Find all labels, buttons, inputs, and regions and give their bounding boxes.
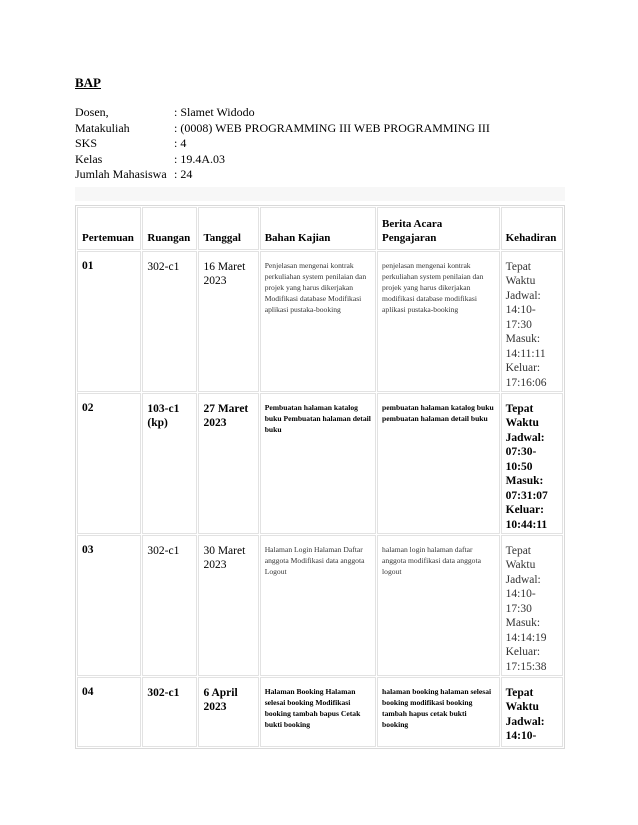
- cell-pertemuan: 01: [77, 251, 141, 392]
- cell-kehadiran: Tepat Waktu Jadwal: 14:10-: [501, 677, 563, 747]
- cell-bahan-kajian: Pembuatan halaman katalog buku Pembuatan halaman detail buku: [260, 393, 376, 534]
- table-row: [77, 393, 563, 534]
- cell-ruangan: 302-c1: [142, 535, 197, 676]
- header-pertemuan: Pertemuan: [77, 207, 141, 250]
- table-row: [77, 535, 563, 676]
- cell-tanggal: 27 Maret 2023: [198, 393, 258, 534]
- cell-pertemuan: 03: [77, 535, 141, 676]
- cell-ruangan: 302-c1: [142, 677, 197, 747]
- header-kehadiran: Kehadiran: [501, 207, 563, 250]
- info-row-jumlah-mahasiswa: [75, 167, 565, 183]
- table-header-row: [77, 207, 563, 250]
- attendance-table: [75, 205, 565, 749]
- cell-ruangan: 302-c1: [142, 251, 197, 392]
- info-value: : 19.4A.03: [174, 151, 225, 166]
- divider-band: [75, 187, 565, 201]
- info-row-matakuliah: [75, 121, 565, 137]
- cell-tanggal: 30 Maret 2023: [198, 535, 258, 676]
- table-row: [77, 251, 563, 392]
- header-berita-acara: Berita Acara Pengajaran: [377, 207, 500, 250]
- cell-pertemuan: 04: [77, 677, 141, 747]
- cell-berita-acara: halaman booking halaman selesai booking modifikasi booking tambah hapus cetak bukti booking: [377, 677, 500, 747]
- info-value: : (0008) WEB PROGRAMMING III WEB PROGRAMMING III: [174, 120, 490, 135]
- info-label: Kelas: [75, 151, 103, 166]
- cell-kehadiran: Tepat Waktu Jadwal: 14:10-17:30 Masuk: 14:14:19 Keluar: 17:15:38: [501, 535, 563, 676]
- info-row-sks: [75, 136, 565, 152]
- document-title: BAP: [75, 75, 101, 90]
- info-label: SKS: [75, 136, 98, 150]
- cell-bahan-kajian: Halaman Booking Halaman selesai booking Modifikasi booking tambah bapus Cetak bukti booking: [260, 677, 376, 747]
- info-value: : Slamet Widodo: [174, 105, 255, 119]
- cell-kehadiran: Tepat Waktu Jadwal: 14:10-17:30 Masuk: 14:11:11 Keluar: 17:16:06: [501, 251, 563, 392]
- info-label: Jumlah Mahasiswa: [75, 167, 167, 181]
- cell-berita-acara: pembuatan halaman katalog buku pembuatan halaman detail buku: [377, 393, 500, 534]
- header-bahan-kajian: Bahan Kajian: [260, 207, 376, 250]
- cell-tanggal: 16 Maret 2023: [198, 251, 258, 392]
- cell-berita-acara: penjelasan mengenai kontrak perkuliahan system penilaian dan projek yang harus dikerjakan modifikasi database modifikasi aplikasi pustaka-booking: [377, 251, 500, 392]
- info-row-dosen: [75, 105, 565, 121]
- bap-document: [75, 75, 565, 749]
- info-row-kelas: [75, 152, 565, 168]
- cell-bahan-kajian: Penjelasan mengenai kontrak perkuliahan system penilaian dan projek yang harus dikerjakan Modifikasi database Modifikasi aplikasi pustaka-booking: [260, 251, 376, 392]
- info-value: : 4: [174, 136, 187, 150]
- cell-ruangan: 103-c1 (kp): [142, 393, 197, 534]
- cell-kehadiran: Tepat Waktu Jadwal: 07:30-10:50 Masuk: 07:31:07 Keluar: 10:44:11: [501, 393, 563, 534]
- header-ruangan: Ruangan: [142, 207, 197, 250]
- info-label: Dosen,: [75, 105, 109, 119]
- header-tanggal: Tanggal: [198, 207, 258, 250]
- table-row: [77, 677, 563, 747]
- cell-bahan-kajian: Halaman Login Halaman Daftar anggota Modifikasi data anggota Logout: [260, 535, 376, 676]
- cell-pertemuan: 02: [77, 393, 141, 534]
- info-label: Matakuliah: [75, 120, 130, 135]
- course-info: [75, 105, 565, 183]
- cell-tanggal: 6 April 2023: [198, 677, 258, 747]
- info-value: : 24: [174, 167, 193, 181]
- cell-berita-acara: halaman login halaman daftar anggota modifikasi data anggota logout: [377, 535, 500, 676]
